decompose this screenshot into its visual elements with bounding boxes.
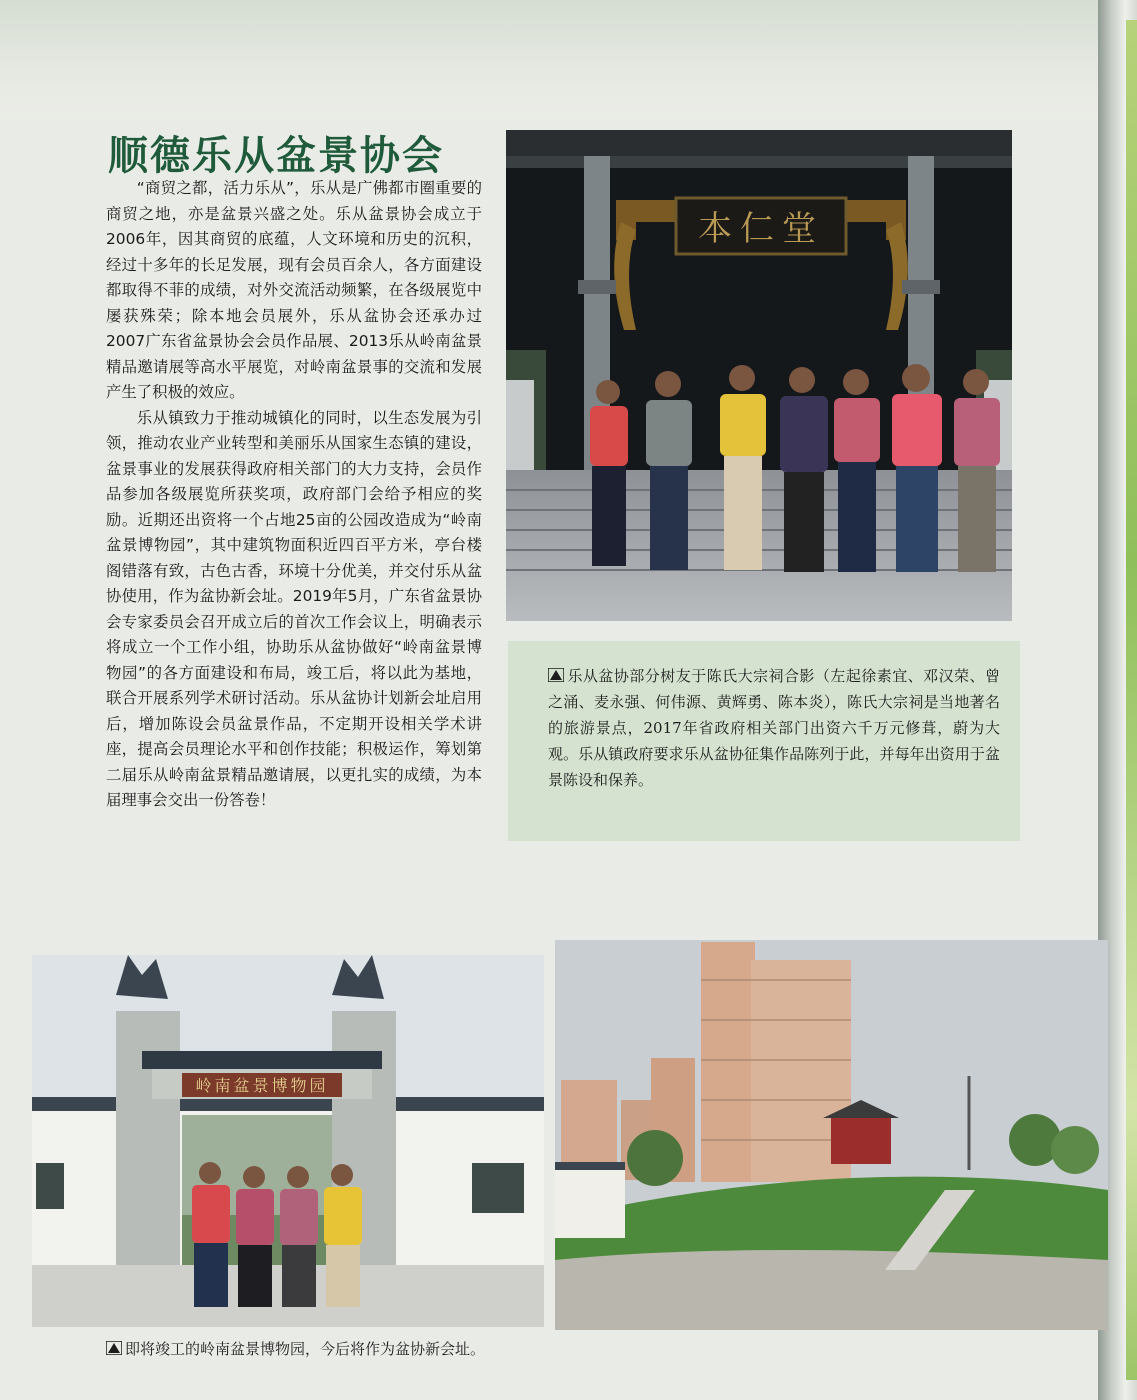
museum-photo-caption: [106, 1338, 485, 1359]
hall-plaque-text: 本仁堂: [698, 209, 824, 249]
hall-caption-text: 乐从盆协部分树友于陈氏大宗祠合影（左起徐素宜、邓汉荣、曾之涌、麦永强、何伟源、黄辉勇、陈本炎），陈氏大宗祠是当地著名的旅游景点，2017年省政府相关部门出资六千万元修葺，蔚为大观。乐从镇政府要求乐从盆协征集作品陈列于此，并每年出资用于盆景陈设和保养。: [548, 667, 1000, 789]
article-paragraph-1: “商贸之都，活力乐从”，乐从是广佛都市圈重要的商贸之地，亦是盆景兴盛之处。乐从盆景协会成立于2006年，因其商贸的底蕴，人文环境和历史的沉积，经过十多年的长足发展，现有会员百余人，各方面建设都取得不菲的成绩，对外交流活动频繁，在各级展览中屡获殊荣；除本地会员展外，乐从盆协会还承办过2007广东省盆景协会会员作品展、2013乐从岭南盆景精品邀请展等高水平展览，对岭南盆景事的交流和发展产生了积极的效应。: [106, 179, 482, 401]
museum-garden-photo: [555, 940, 1108, 1330]
hall-photo-caption: [508, 641, 1020, 841]
museum-gate-plaque-text: 岭南盆景博物园: [195, 1076, 329, 1095]
triangle-marker-icon: [106, 1341, 122, 1355]
page-header-band: [0, 0, 1100, 120]
article-title: 顺德乐从盆景协会: [108, 133, 444, 179]
next-page-edge: [1126, 20, 1137, 1380]
article-body: [106, 176, 482, 814]
ancestral-hall-group-photo: [506, 130, 1012, 621]
museum-gate-photo: [32, 955, 544, 1327]
museum-caption-text: 即将竣工的岭南盆景博物园，今后将作为盆协新会址。: [125, 1340, 486, 1358]
triangle-marker-icon: [548, 668, 564, 682]
article-paragraph-2: 乐从镇致力于推动城镇化的同时，以生态发展为引领，推动农业产业转型和美丽乐从国家生态镇的建设，盆景事业的发展获得政府相关部门的大力支持，会员作品参加各级展览所获奖项，政府部门会给予相应的奖励。近期还出资将一个占地25亩的公园改造成为“岭南盆景博物园”，其中建筑物面积近四百平方米，亭台楼阁错落有致，古色古香，环境十分优美，并交付乐从盆协使用，作为盆协新会址。2019年5月，广东省盆景协会专家委员会召开成立后的首次工作会议上，明确表示将成立一个工作小组，协助乐从盆协做好“岭南盆景博物园”的各方面建设和布局，竣工后，将以此为基地，联合开展系列学术研讨活动。乐从盆协计划新会址启用后，增加陈设会员盆景作品，不定期开设相关学术讲座，提高会员理论水平和创作技能；积极运作，筹划第二届乐从岭南盆景精品邀请展，以更扎实的成绩，为本届理事会交出一份答卷！: [106, 408, 482, 809]
